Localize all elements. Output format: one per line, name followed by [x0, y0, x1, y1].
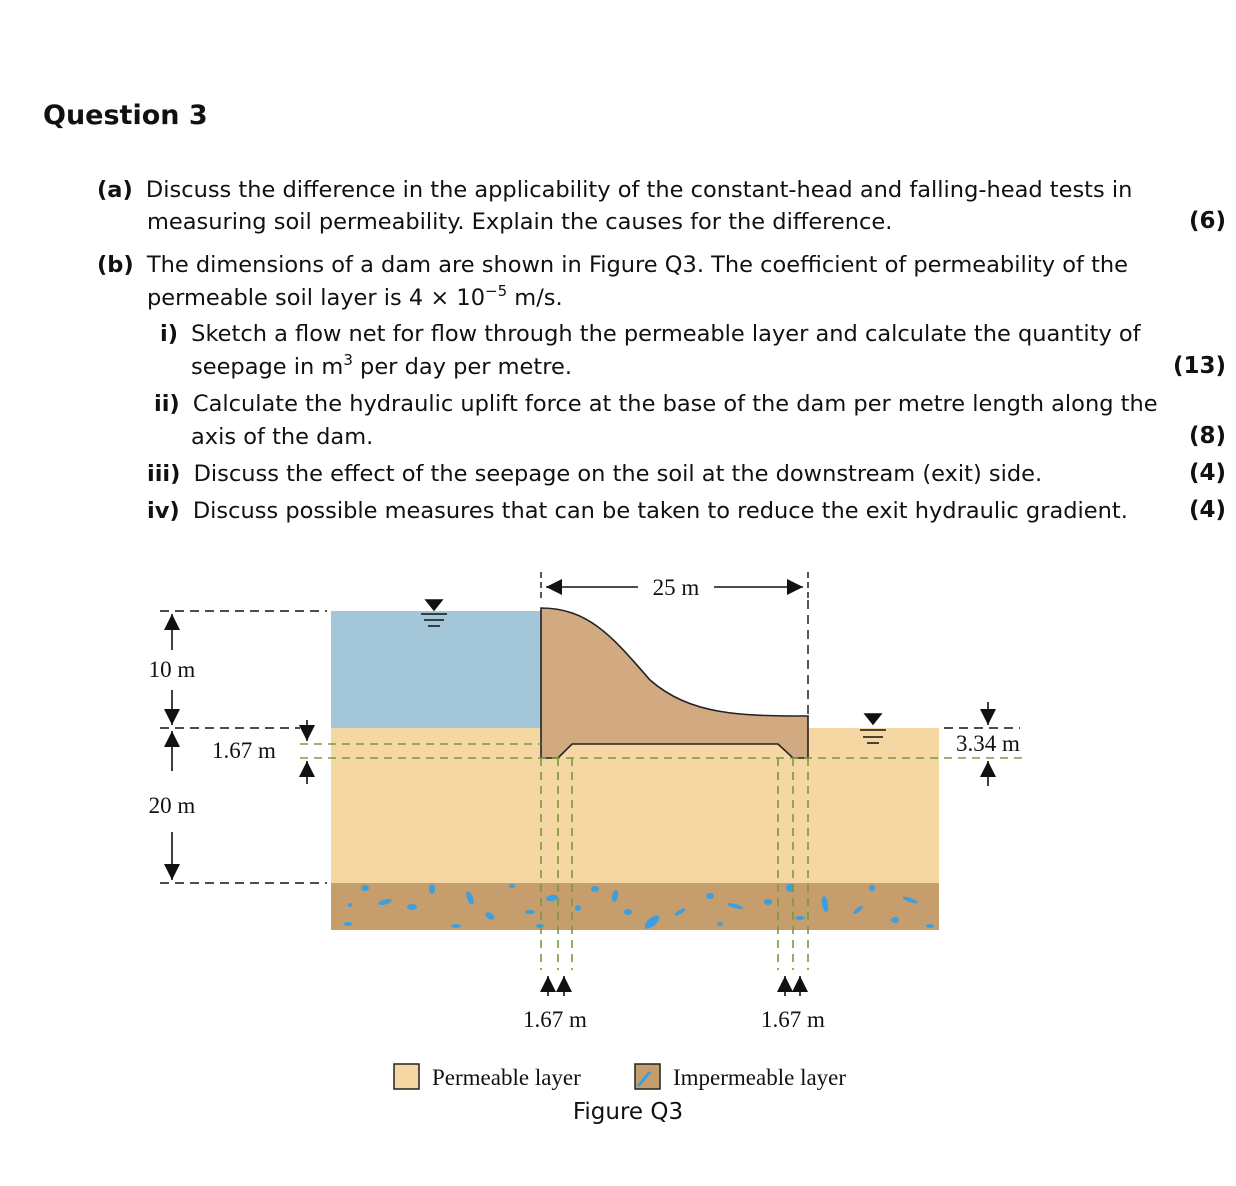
part-b-ii-marks: (8): [1188, 423, 1226, 449]
dim-embed-left: 1.67 m: [212, 738, 276, 763]
dim-layer-thickness: 20 m: [148, 793, 196, 818]
part-b-i-label: i): [160, 321, 178, 347]
part-b-i-line1: i) Sketch a flow net for flow through the permeable layer and calculate the quantity of: [160, 321, 1141, 347]
dim-embed-right: 3.34 m: [956, 731, 1020, 756]
part-b-line2: permeable soil layer is $4 \times 10^{-5}$ m/s.: [147, 282, 563, 311]
legend-label-permeable: Permeable layer: [432, 1065, 581, 1090]
dim-dam-width: 25 m: [652, 575, 700, 600]
part-a-label: (a): [97, 177, 133, 203]
part-b-ii-label: ii): [154, 391, 180, 417]
impermeable-layer: [331, 883, 939, 930]
figure-caption: Figure Q3: [572, 1099, 684, 1125]
part-b-iv-marks: (4): [1188, 497, 1226, 523]
permeable-layer: [331, 728, 939, 883]
part-b-label: (b): [97, 252, 134, 278]
part-a-marks: (6): [1188, 208, 1226, 234]
part-b-i-line2: seepage in $m^3$ per day per metre.: [191, 351, 572, 380]
question-title: Question 3: [43, 100, 208, 131]
part-b-iv-label: iv): [147, 498, 180, 524]
legend-swatch-permeable: [394, 1064, 419, 1089]
dim-water-height: 10 m: [148, 657, 196, 682]
legend-label-impermeable: Impermeable layer: [673, 1065, 847, 1090]
part-b-ii-line2: axis of the dam.: [191, 424, 374, 450]
part-b-iv-line1: iv) Discuss possible measures that can be taken to reduce the exit hydraulic gradient.: [147, 498, 1128, 524]
part-b-line1: (b) The dimensions of a dam are shown in Figure Q3. The coefficient of permeability of the: [97, 252, 1129, 278]
legend: [394, 1064, 846, 1090]
dim-cutoff-left: 1.67 m: [523, 1007, 587, 1032]
part-a-line2: measuring soil permeability. Explain the causes for the difference.: [147, 209, 893, 235]
part-b-iii-label: iii): [147, 461, 181, 487]
part-b-iii-line1: iii) Discuss the effect of the seepage on the soil at the downstream (exit) side.: [147, 461, 1043, 487]
dim-cutoff-right: 1.67 m: [761, 1007, 825, 1032]
part-a-line1: (a) Discuss the difference in the applicability of the constant-head and falling-head tests in: [97, 177, 1133, 203]
part-b-ii-line1: ii) Calculate the hydraulic uplift force at the base of the dam per metre length along the: [154, 391, 1158, 417]
upstream-water: [331, 611, 541, 728]
dam-body: [541, 608, 808, 758]
part-b-iii-marks: (4): [1188, 460, 1226, 486]
part-b-i-marks: (13): [1172, 353, 1226, 379]
